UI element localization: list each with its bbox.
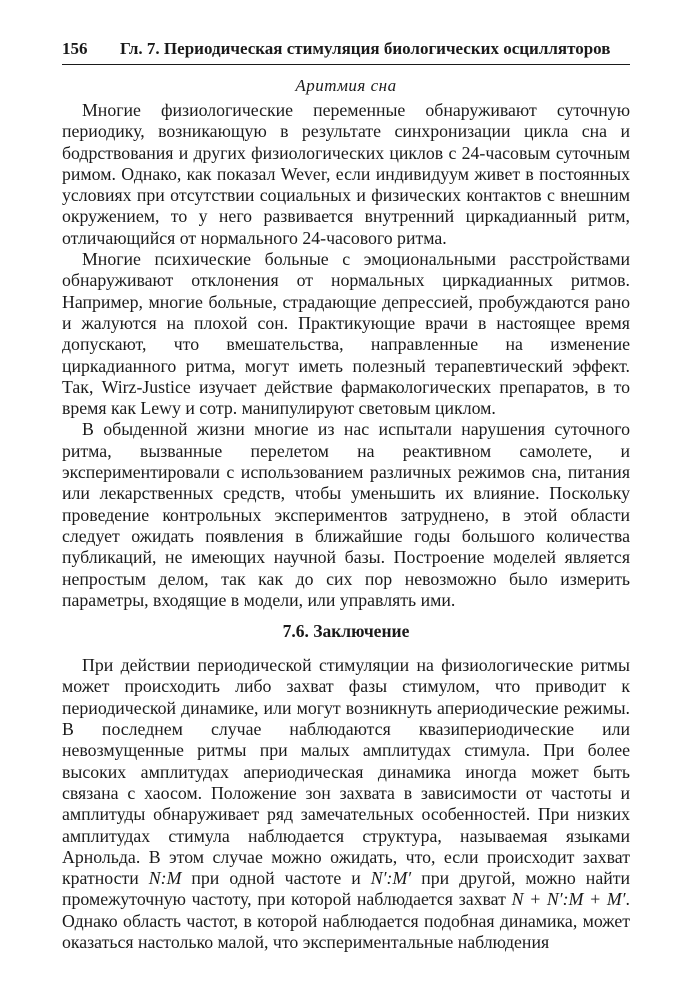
locking-ratio-1: N:M bbox=[148, 868, 182, 889]
section-title: 7.6. Заключение bbox=[282, 621, 410, 642]
page-number: 156 bbox=[62, 39, 88, 58]
conclusion-text-1: При действии периодической стимуляции на физиологические ритмы может происходить либо захват фазы стимулом, что приводит к периодической динамике, или могут возникнуть апериодические режимы. В последнем случае наблюдаются квазипериодические или невозмущенные ритмы при малых амплитудах стимула. При более высоких амплитудах апериодическая динамика иногда может быть связана с хаосом. Положение зон захвата в зависимости от частоты и амплитуды обнаруживает ряд замечательных особенностей. При низких амплитудах стимула наблюдается структура, называемая языками Арнольда. В этом случае можно ожидать, что, если происходит захват кратности bbox=[62, 655, 630, 889]
chapter-title: Гл. 7. Периодическая стимуляция биологических осцилляторов bbox=[120, 39, 611, 58]
paragraph-sleep-2: Многие психические больные с эмоциональными расстройствами обнаруживают отклонения от нормальных циркадианных ритмов. Например, многие больные, страдающие депрессией, пробуждаются рано и жалуются на плохой сон. Практикующие врачи в настоящее время допускают, что вмешательства, направленные на изменение циркадианного ритма, могут иметь полезный терапевтический эффект. Так, Wirz-Justice изучает действие фармакологических препаратов, в то время как Lewy и сотр. манипулируют световым циклом. bbox=[62, 249, 630, 419]
paragraph-sleep-1: Многие физиологические переменные обнаруживают суточную периодику, возникающую в результате синхронизации цикла сна и бодрствования и других физиологических циклов с 24-часовым суточным римом. Однако, как показал Wever, если индивидуум живет в постоянных условиях при отсутствии социальных и физических контактов с внешним окружением, то у него развивается внутренний циркадианный ритм, отличающийся от нормального 24-часового ритма. bbox=[62, 100, 630, 248]
conclusion-text-2: при одной частоте и bbox=[191, 868, 361, 889]
paragraph-conclusion bbox=[62, 655, 630, 953]
conclusion-text-4: . Однако область частот, в которой наблюдается подобная динамика, может оказаться настолько малой, что экспериментальные наблюдения bbox=[62, 889, 630, 952]
locking-ratio-sum: N + N′:M + M′ bbox=[511, 889, 626, 910]
paragraph-sleep-3: В обыденной жизни многие из нас испытали нарушения суточного ритма, вызванные перелетом на реактивном самолете, и экспериментировали с использованием различных режимов сна, питания или лекарственных средств, чтобы уменьшить их влияние. Поскольку проведение контрольных экспериментов затруднено, в этой области следует ожидать появления в ближайшие годы большого количества публикаций, не имеющих научной базы. Построение моделей является непростым делом, так как до сих пор невозможно было измерить параметры, входящие в модели, или управлять ими. bbox=[62, 419, 630, 610]
subsection-title: Аритмия сна bbox=[295, 76, 397, 95]
running-header bbox=[62, 38, 630, 65]
locking-ratio-2: N′:M′ bbox=[370, 868, 412, 889]
conclusion-text-3: при другой, можно найти промежуточную частоту, при которой наблюдается захват bbox=[62, 868, 631, 910]
